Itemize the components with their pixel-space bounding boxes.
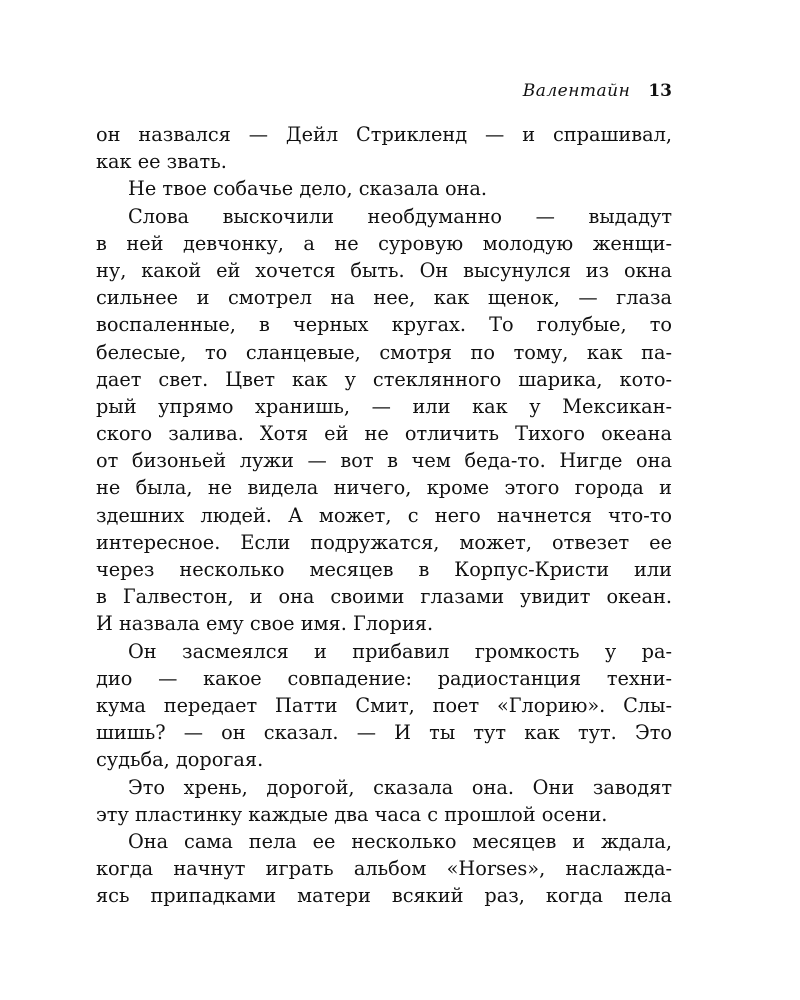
text-line: рый упрямо хранишь, — или как у Мексикан- (96, 394, 672, 418)
text-line: ского залива. Хотя ей не отличить Тихого океана (96, 422, 672, 446)
text-line: в Галвестон, и она своими глазами увидит океан. (96, 585, 672, 609)
running-head (523, 78, 672, 104)
text-line: через несколько месяцев в Корпус-Кристи или (96, 558, 672, 581)
text-line: дает свет. Цвет как у стеклянного шарика, кото- (96, 367, 672, 391)
text-line: сильнее и смотрел на нее, как щенок, — глаза (96, 286, 672, 310)
text-line: Это хрень, дорогой, сказала она. Они заводят (128, 775, 672, 799)
text-line: эту пластинку каждые два часа с прошлой осени. (96, 802, 608, 826)
text-line: от бизоньей лужи — вот в чем беда-то. Нигде она (96, 449, 672, 473)
text-line: кума передает Патти Смит, поет «Глорию». Слы- (96, 693, 672, 717)
text-line: Он засмеялся и прибавил громкость у ра- (128, 639, 672, 663)
text-line: интересное. Если подружатся, может, отвезет ее (96, 530, 672, 554)
text-line: ну, какой ей хочется быть. Он высунулся из окна (96, 258, 672, 282)
text-line: ясь припадками матери всякий раз, когда пела (96, 884, 672, 908)
text-line: в ней девчонку, а не суровую молодую женщи- (96, 231, 672, 255)
page-number: 13 (648, 81, 672, 101)
text-line: как ее звать. (96, 150, 227, 174)
text-line: Не твое собачье дело, сказала она. (128, 177, 488, 201)
text-line: Она сама пела ее несколько месяцев и ждала, (128, 829, 672, 853)
text-line: дио — какое совпадение: радиостанция техни- (96, 666, 672, 690)
text-line: белесые, то сланцевые, смотря по тому, как па- (96, 340, 672, 364)
running-title: Валентайн (522, 81, 631, 101)
text-line: воспаленные, в черных кругах. То голубые, то (96, 313, 672, 337)
text-line: когда начнут играть альбом «Horses», наслажда- (96, 857, 672, 881)
text-line: И назвала ему свое имя. Глория. (96, 612, 434, 636)
text-line: шишь? — он сказал. — И ты тут как тут. Это (96, 721, 672, 745)
text-line: он назвался — Дейл Стрикленд — и спрашивал, (96, 123, 672, 146)
text-line: здешних людей. А может, с него начнется что-то (96, 503, 672, 527)
body-text (96, 121, 672, 909)
text-line: не была, не видела ничего, кроме этого города и (96, 476, 672, 500)
text-line: судьба, дорогая. (96, 748, 264, 772)
text-line: Слова выскочили необдуманно — выдадут (128, 204, 672, 228)
